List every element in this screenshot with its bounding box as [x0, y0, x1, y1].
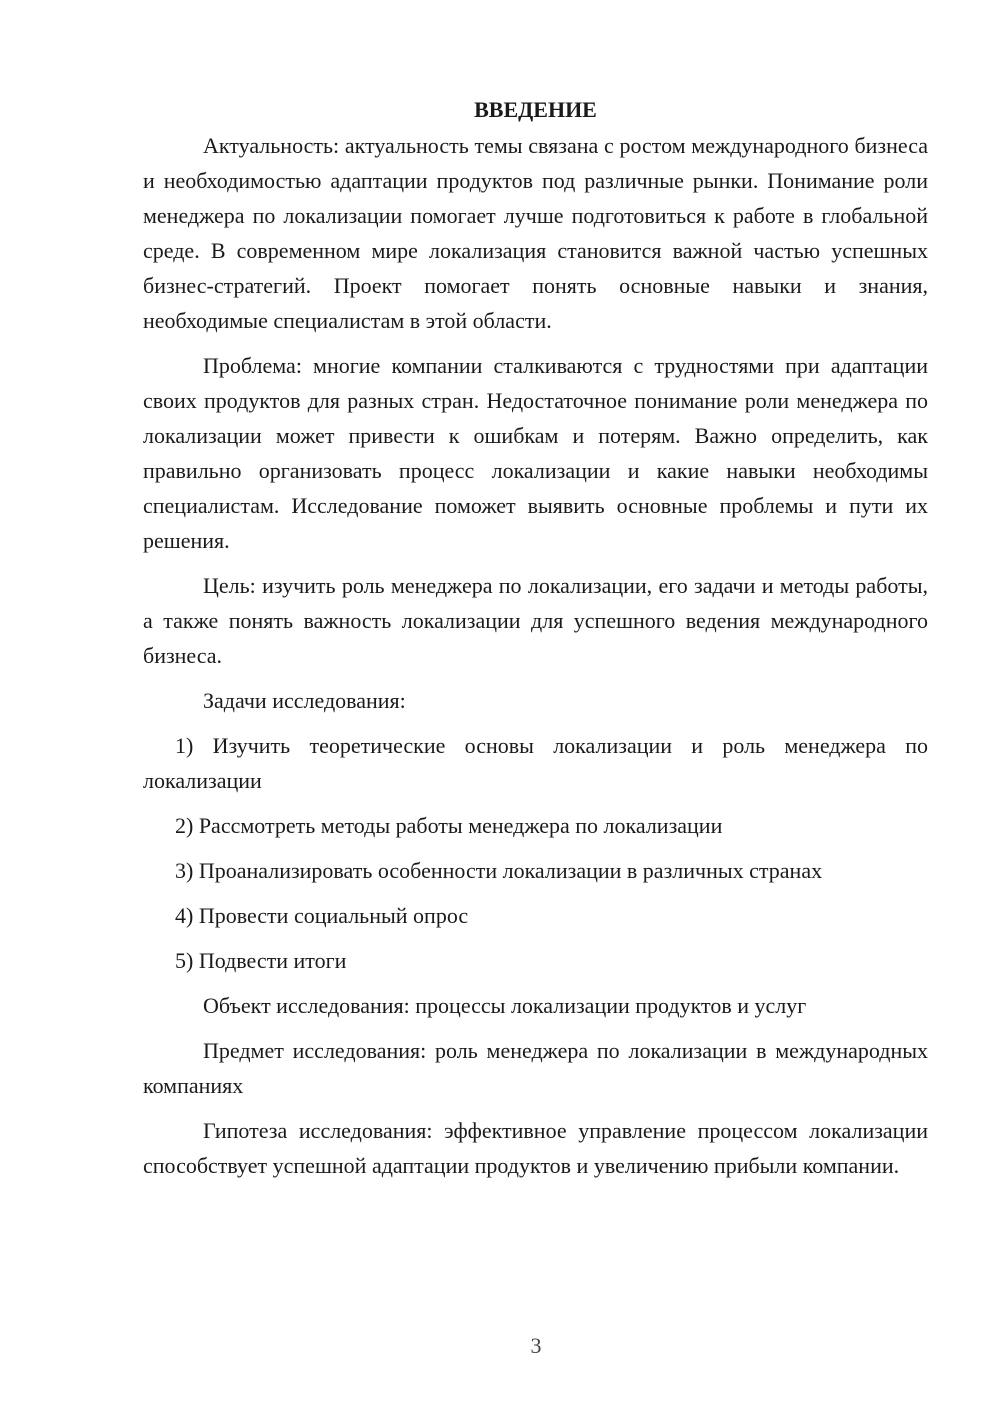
- paragraph-subject: Предмет исследования: роль менеджера по локализации в международных компаниях: [143, 1038, 928, 1098]
- paragraph-goal: Цель: изучить роль менеджера по локализации, его задачи и методы работы, а также понять важность локализации для успешного ведения международного бизнеса.: [143, 573, 928, 668]
- page-number: 3: [530, 1333, 542, 1358]
- task-item: 2) Рассмотреть методы работы менеджера по локализации: [175, 813, 723, 838]
- document-page: [143, 92, 928, 1193]
- paragraph-hypothesis: Гипотеза исследования: эффективное управление процессом локализации способствует успешной адаптации продуктов и увеличению прибыли компании.: [143, 1118, 928, 1178]
- paragraph-object: Объект исследования: процессы локализации продуктов и услуг: [203, 993, 807, 1018]
- task-item: 1) Изучить теоретические основы локализации и роль менеджера по локализации: [143, 733, 928, 793]
- task-item: 5) Подвести итоги: [175, 948, 347, 973]
- section-heading: ВВЕДЕНИЕ: [474, 97, 597, 122]
- task-item: 4) Провести социальный опрос: [175, 903, 469, 928]
- paragraph-problem: Проблема: многие компании сталкиваются с трудностями при адаптации своих продуктов для разных стран. Недостаточное понимание роли менеджера по локализации может привести к ошибкам и потерям. Важно определить, как правильно организовать процесс локализации и какие навыки необходимы специалистам. Исследование поможет выявить основные проблемы и пути их решения.: [143, 353, 928, 553]
- tasks-heading: Задачи исследования:: [203, 688, 406, 713]
- task-item: 3) Проанализировать особенности локализации в различных странах: [175, 858, 823, 883]
- paragraph-relevance: Актуальность: актуальность темы связана с ростом международного бизнеса и необходимостью адаптации продуктов под различные рынки. Понимание роли менеджера по локализации помогает лучше подготовиться к работе в глобальной среде. В современном мире локализация становится важной частью успешных бизнес-стратегий. Проект помогает понять основные навыки и знания, необходимые специалистам в этой области.: [143, 133, 928, 333]
